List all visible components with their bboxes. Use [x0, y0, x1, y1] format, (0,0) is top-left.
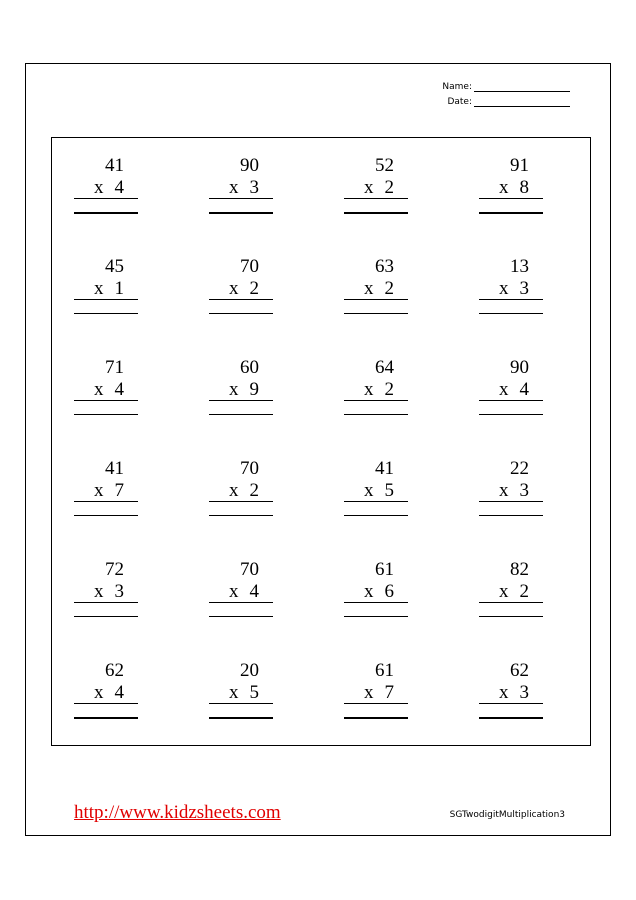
multiplier: 5	[249, 682, 259, 703]
multiplier: 4	[114, 682, 124, 703]
answer-line[interactable]	[479, 717, 543, 719]
multiplier: 3	[519, 480, 529, 501]
multiplier: 2	[384, 278, 394, 299]
answer-line[interactable]	[344, 212, 408, 214]
worksheet-code: SGTwodigitMultiplication3	[449, 810, 565, 820]
answer-line[interactable]	[479, 212, 543, 214]
multiplier: 4	[114, 177, 124, 198]
multiplier: 6	[384, 581, 394, 602]
times-sign: x	[94, 682, 104, 703]
multiplier: 4	[114, 379, 124, 400]
multiplier: 3	[114, 581, 124, 602]
multiplier-row	[479, 380, 543, 401]
multiplicand: 52	[375, 155, 394, 176]
problem	[209, 358, 273, 418]
problem	[74, 358, 138, 418]
multiplier-row	[209, 481, 273, 502]
problem	[344, 257, 408, 317]
times-sign: x	[499, 480, 509, 501]
multiplier: 3	[519, 682, 529, 703]
problem	[74, 257, 138, 317]
answer-line[interactable]	[74, 515, 138, 516]
multiplicand: 82	[510, 559, 529, 580]
multiplicand: 61	[375, 559, 394, 580]
multiplier-row	[344, 481, 408, 502]
answer-line[interactable]	[74, 313, 138, 314]
answer-line[interactable]	[209, 616, 273, 617]
multiplier: 9	[249, 379, 259, 400]
problem	[479, 257, 543, 317]
times-sign: x	[499, 177, 509, 198]
problem	[74, 560, 138, 620]
problem	[344, 661, 408, 721]
answer-line[interactable]	[209, 313, 273, 314]
multiplicand: 70	[240, 559, 259, 580]
multiplicand: 13	[510, 256, 529, 277]
name-label: Name:	[442, 82, 472, 92]
multiplier: 1	[114, 278, 124, 299]
name-date-fields	[420, 77, 570, 107]
multiplicand: 20	[240, 660, 259, 681]
answer-line[interactable]	[344, 717, 408, 719]
multiplier-row	[344, 279, 408, 300]
multiplier-row	[74, 380, 138, 401]
multiplicand: 64	[375, 357, 394, 378]
multiplicand: 41	[105, 458, 124, 479]
times-sign: x	[229, 177, 239, 198]
answer-line[interactable]	[479, 616, 543, 617]
times-sign: x	[229, 682, 239, 703]
multiplicand: 91	[510, 155, 529, 176]
multiplicand: 71	[105, 357, 124, 378]
problem	[74, 661, 138, 721]
problem	[479, 358, 543, 418]
multiplier-row	[74, 582, 138, 603]
multiplier-row	[209, 380, 273, 401]
problem	[479, 156, 543, 216]
problem	[479, 459, 543, 519]
multiplier-row	[479, 279, 543, 300]
times-sign: x	[364, 379, 374, 400]
multiplicand: 61	[375, 660, 394, 681]
answer-line[interactable]	[344, 313, 408, 314]
times-sign: x	[229, 379, 239, 400]
problems-box	[51, 137, 591, 746]
multiplicand: 60	[240, 357, 259, 378]
multiplier-row	[209, 582, 273, 603]
multiplier-row	[479, 178, 543, 199]
problem	[209, 156, 273, 216]
problem	[479, 661, 543, 721]
answer-line[interactable]	[209, 414, 273, 415]
times-sign: x	[364, 278, 374, 299]
problem	[344, 358, 408, 418]
times-sign: x	[94, 480, 104, 501]
times-sign: x	[364, 581, 374, 602]
problem	[344, 560, 408, 620]
multiplier: 4	[519, 379, 529, 400]
problem	[74, 459, 138, 519]
multiplier-row	[209, 683, 273, 704]
multiplier: 2	[384, 177, 394, 198]
problem	[344, 459, 408, 519]
multiplier-row	[344, 683, 408, 704]
multiplicand: 22	[510, 458, 529, 479]
multiplicand: 90	[510, 357, 529, 378]
problem	[209, 661, 273, 721]
multiplier: 2	[249, 480, 259, 501]
multiplier: 2	[384, 379, 394, 400]
answer-line[interactable]	[209, 515, 273, 516]
date-field-row	[420, 92, 570, 107]
multiplier: 7	[384, 682, 394, 703]
multiplier: 8	[519, 177, 529, 198]
multiplier-row	[344, 178, 408, 199]
multiplier: 2	[519, 581, 529, 602]
multiplier: 3	[249, 177, 259, 198]
answer-line[interactable]	[344, 414, 408, 415]
times-sign: x	[499, 581, 509, 602]
problem	[479, 560, 543, 620]
answer-line[interactable]	[74, 212, 138, 214]
multiplicand: 90	[240, 155, 259, 176]
multiplier-row	[344, 582, 408, 603]
multiplicand: 41	[375, 458, 394, 479]
times-sign: x	[499, 278, 509, 299]
multiplier: 7	[114, 480, 124, 501]
multiplier-row	[479, 481, 543, 502]
name-field-row	[420, 77, 570, 92]
answer-line[interactable]	[74, 616, 138, 617]
times-sign: x	[94, 379, 104, 400]
multiplier: 3	[519, 278, 529, 299]
multiplier-row	[344, 380, 408, 401]
times-sign: x	[94, 278, 104, 299]
multiplicand: 63	[375, 256, 394, 277]
kidzsheets-link[interactable]: http://www.kidzsheets.com	[74, 802, 281, 823]
multiplicand: 62	[510, 660, 529, 681]
times-sign: x	[499, 379, 509, 400]
answer-line[interactable]	[74, 414, 138, 415]
answer-line[interactable]	[209, 717, 273, 719]
date-label: Date:	[447, 97, 472, 107]
times-sign: x	[229, 480, 239, 501]
times-sign: x	[229, 278, 239, 299]
answer-line[interactable]	[479, 414, 543, 415]
answer-line[interactable]	[479, 313, 543, 314]
times-sign: x	[229, 581, 239, 602]
multiplicand: 72	[105, 559, 124, 580]
multiplier-row	[209, 178, 273, 199]
multiplier-row	[479, 582, 543, 603]
multiplier-row	[74, 279, 138, 300]
name-line	[474, 82, 570, 92]
times-sign: x	[94, 581, 104, 602]
multiplier-row	[74, 683, 138, 704]
multiplicand: 41	[105, 155, 124, 176]
times-sign: x	[499, 682, 509, 703]
problem	[344, 156, 408, 216]
answer-line[interactable]	[344, 616, 408, 617]
problem	[209, 257, 273, 317]
multiplicand: 62	[105, 660, 124, 681]
multiplier-row	[74, 481, 138, 502]
multiplicand: 70	[240, 256, 259, 277]
answer-line[interactable]	[479, 515, 543, 516]
answer-line[interactable]	[209, 212, 273, 214]
multiplier-row	[479, 683, 543, 704]
multiplier: 4	[249, 581, 259, 602]
problem	[209, 560, 273, 620]
answer-line[interactable]	[344, 515, 408, 516]
date-line	[474, 97, 570, 107]
multiplier: 2	[249, 278, 259, 299]
answer-line[interactable]	[74, 717, 138, 719]
times-sign: x	[364, 682, 374, 703]
multiplier-row	[209, 279, 273, 300]
multiplicand: 45	[105, 256, 124, 277]
times-sign: x	[364, 480, 374, 501]
multiplicand: 70	[240, 458, 259, 479]
multiplier: 5	[384, 480, 394, 501]
problem	[74, 156, 138, 216]
times-sign: x	[364, 177, 374, 198]
multiplier-row	[74, 178, 138, 199]
times-sign: x	[94, 177, 104, 198]
problem	[209, 459, 273, 519]
